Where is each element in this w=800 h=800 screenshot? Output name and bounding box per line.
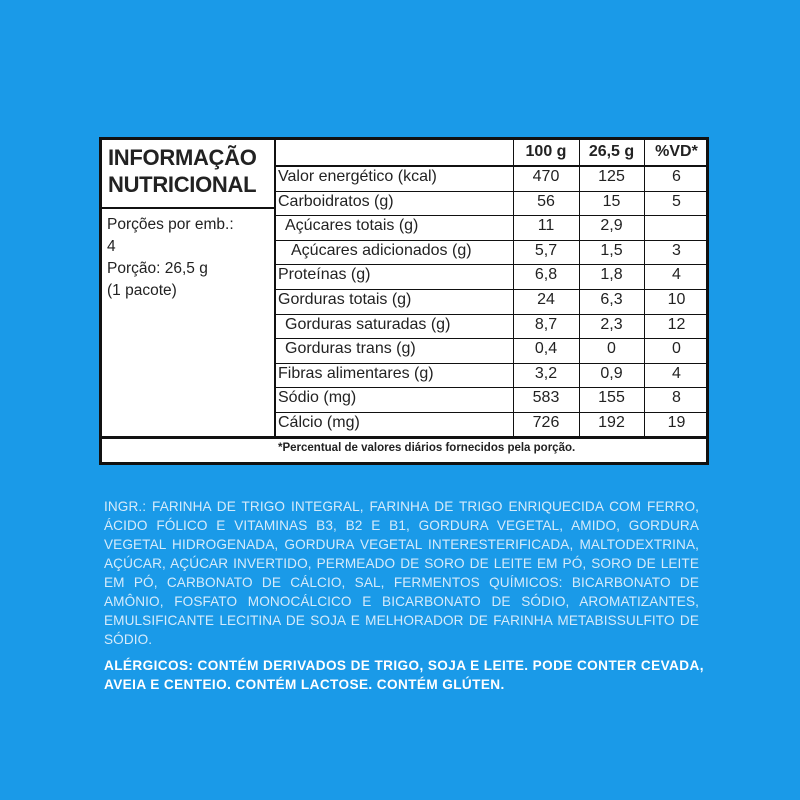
value-per-100g: 3,2 bbox=[534, 364, 558, 382]
nutrient-row bbox=[274, 314, 706, 339]
row-divider bbox=[274, 387, 706, 388]
nutrient-label: Gorduras totais (g) bbox=[278, 291, 412, 308]
value-daily-percent: 4 bbox=[672, 364, 681, 382]
row-divider bbox=[274, 338, 706, 339]
value-per-100g: 470 bbox=[532, 168, 560, 185]
value-daily-percent: 12 bbox=[667, 315, 686, 333]
title-divider bbox=[102, 207, 274, 209]
value-daily-percent: 10 bbox=[667, 291, 686, 308]
row-divider bbox=[274, 314, 706, 315]
value-per-100g: 6,8 bbox=[534, 266, 558, 284]
nutrient-label: Açúcares totais (g) bbox=[285, 217, 419, 235]
row-divider bbox=[274, 215, 706, 216]
nutrient-label: Sódio (mg) bbox=[278, 389, 357, 407]
table-bottom-divider bbox=[102, 436, 706, 439]
value-daily-percent: 8 bbox=[672, 389, 681, 407]
nutrient-row bbox=[274, 166, 706, 191]
nutrition-title-line1: INFORMAÇÃO bbox=[108, 145, 257, 170]
servings-value: 4 bbox=[107, 238, 116, 255]
ingredients-text: INGR.: FARINHA DE TRIGO INTEGRAL, FARINHA DE TRIGO ENRIQUECIDA COM FERRO, ÁCIDO FÓLICO E VITAMINAS B3, B2 E B1, GORDURA VEGETAL, AMIDO, GORDURA VEGETAL HIDROGENADA, GORDURA VEGETAL INTERESTERIFICADA, MALTODEXTRINA, AÇÚCAR, AÇÚCAR INVERTIDO, PERMEADO DE SORO DE LEITE EM PÓ, SORO DE LEITE EM PÓ, CARBONATO DE CÁLCIO, SAL, FERMENTOS QUÍMICOS: BICARBONATO DE AMÔNIO, FOSFATO MONOCÁLCICO E BICARBONATO DE SÓDIO, AROMATIZANTES, EMULSIFICANTE LECITINA DE SOJA E MELHORADOR DE FARINHA METABISSULFITO DE SÓDIO. bbox=[104, 499, 699, 647]
portion-label: Porção: 26,5 g bbox=[107, 260, 208, 277]
value-per-portion: 125 bbox=[598, 168, 625, 185]
nutrient-label: Fibras alimentares (g) bbox=[278, 364, 434, 382]
nutrient-label: Carboidratos (g) bbox=[278, 192, 394, 210]
value-per-100g: 56 bbox=[537, 192, 555, 210]
row-divider bbox=[274, 289, 706, 290]
nutrient-label: Açúcares adicionados (g) bbox=[291, 241, 472, 259]
row-divider bbox=[274, 412, 706, 413]
row-divider bbox=[274, 363, 706, 364]
value-daily-percent: 6 bbox=[672, 168, 681, 185]
nutrition-facts-table bbox=[99, 137, 709, 465]
nutrient-row bbox=[274, 387, 706, 412]
value-daily-percent: 4 bbox=[672, 266, 681, 284]
value-per-portion: 1,5 bbox=[600, 241, 623, 259]
nutrient-label: Valor energético (kcal) bbox=[278, 168, 437, 185]
value-per-100g: 726 bbox=[532, 414, 560, 431]
row-divider bbox=[274, 191, 706, 192]
value-per-portion: 2,9 bbox=[600, 217, 623, 235]
value-daily-percent: 0 bbox=[672, 340, 681, 358]
nutrient-row bbox=[274, 363, 706, 388]
row-divider bbox=[274, 264, 706, 265]
value-per-portion: 2,3 bbox=[600, 315, 623, 333]
nutrient-row bbox=[274, 240, 706, 265]
value-per-portion: 0 bbox=[607, 340, 616, 358]
nutrient-label: Gorduras saturadas (g) bbox=[285, 315, 451, 333]
value-per-portion: 15 bbox=[602, 192, 621, 210]
nutrient-row bbox=[274, 215, 706, 240]
nutrient-row bbox=[274, 264, 706, 289]
value-per-100g: 0,4 bbox=[534, 340, 558, 358]
row-divider bbox=[274, 240, 706, 241]
nutrition-title-line2: NUTRICIONAL bbox=[108, 172, 257, 197]
value-daily-percent: 5 bbox=[672, 192, 681, 210]
nutrient-label: Proteínas (g) bbox=[278, 266, 371, 284]
value-per-portion: 1,8 bbox=[600, 266, 623, 284]
nutrient-row bbox=[274, 338, 706, 363]
nutrient-row bbox=[274, 191, 706, 216]
portion-note: (1 pacote) bbox=[107, 282, 177, 299]
column-header-vd: %VD* bbox=[655, 143, 698, 160]
serving-info bbox=[107, 214, 272, 302]
nutrient-row bbox=[274, 289, 706, 314]
servings-label: Porções por emb.: bbox=[107, 216, 234, 233]
value-per-100g: 11 bbox=[537, 217, 555, 235]
nutrition-title bbox=[108, 144, 278, 198]
value-per-100g: 5,7 bbox=[534, 241, 558, 259]
value-per-portion: 0,9 bbox=[600, 364, 623, 382]
value-daily-percent: 19 bbox=[667, 414, 686, 431]
footnote: *Percentual de valores diários fornecidos pela porção. bbox=[278, 442, 576, 454]
value-per-100g: 583 bbox=[532, 389, 560, 407]
nutrient-row bbox=[274, 412, 706, 437]
value-per-portion: 155 bbox=[598, 389, 625, 407]
column-header-portion: 26,5 g bbox=[588, 143, 635, 160]
value-per-100g: 24 bbox=[537, 291, 555, 308]
value-per-portion: 192 bbox=[598, 414, 625, 431]
value-per-portion: 6,3 bbox=[600, 291, 623, 308]
nutrient-label: Gorduras trans (g) bbox=[285, 340, 416, 358]
value-per-100g: 8,7 bbox=[534, 315, 558, 333]
allergens-text: ALÉRGICOS: CONTÉM DERIVADOS DE TRIGO, SOJA E LEITE. PODE CONTER CEVADA, AVEIA E CENTEIO. CONTÉM LACTOSE. CONTÉM GLÚTEN. bbox=[104, 658, 704, 692]
nutrient-label: Cálcio (mg) bbox=[278, 414, 360, 431]
column-header-100g: 100 g bbox=[525, 143, 567, 160]
value-daily-percent: 3 bbox=[672, 241, 681, 259]
